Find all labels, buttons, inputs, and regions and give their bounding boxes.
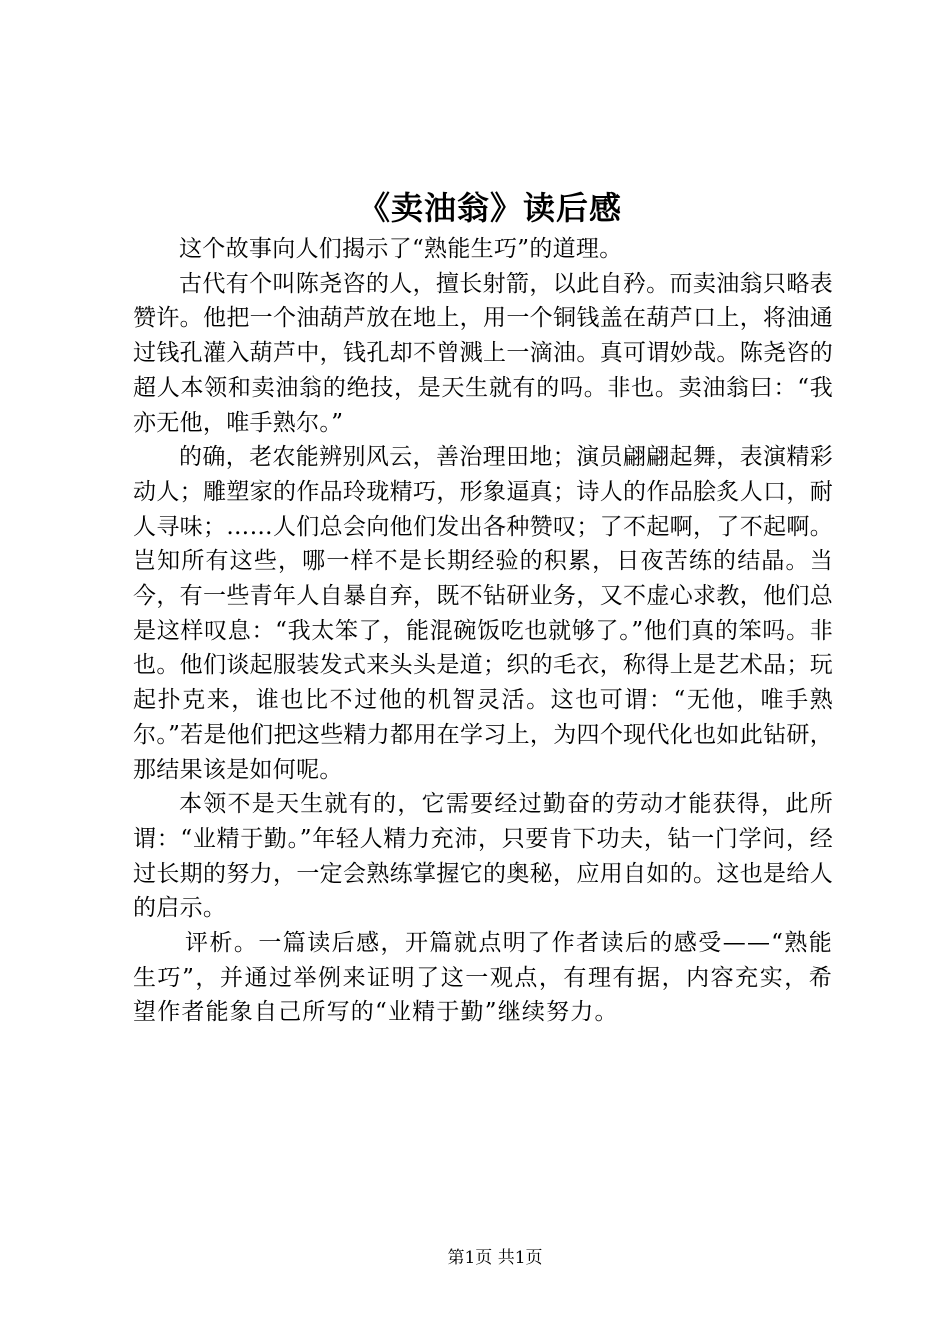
paragraph-examples: 的确，老农能辨别风云，善治理田地；演员翩翩起舞，表演精彩动人；雕塑家的作品玲珑精巧，形象逼真；诗人的作品脍炙人口，耐人寻味；……人们总会向他们发出各种赞叹；了不起啊，了不起啊。岂知所有这些，哪一样不是长期经验的积累，日夜苦练的结晶。当今，有一些青年人自暴自弃，既不钻研业务，又不虚心求教，他们总是这样叹息：“我太笨了，能混碗饭吃也就够了。”他们真的笨吗。非也。他们谈起服装发式来头头是道；织的毛衣，称得上是艺术品；玩起扑克来，谁也比不过他的机智灵活。这也可谓：“无他，唯手熟尔。”若是他们把这些精力都用在学习上，为四个现代化也如此钻研，那结果该是如何呢。 <box>133 444 833 783</box>
paragraph-conclusion: 本领不是天生就有的，它需要经过勤奋的劳动才能获得，此所谓：“业精于勤。”年轻人精力充沛，只要肯下功夫，钻一门学问，经过长期的努力，一定会熟练掌握它的奥秘，应用自如的。这也是给人的启示。 <box>133 791 833 922</box>
document-title: 《卖油翁》读后感 <box>357 189 622 227</box>
page-footer: 第1页 共1页 <box>447 1248 543 1268</box>
paragraph-intro: 这个故事向人们揭示了“熟能生巧”的道理。 <box>179 236 623 262</box>
paragraph-story: 古代有个叫陈尧咨的人，擅长射箭，以此自矜。而卖油翁只略表赞许。他把一个油葫芦放在地上，用一个铜钱盖在葫芦口上，将油通过钱孔灌入葫芦中，钱孔却不曾溅上一滴油。真可谓妙哉。陈尧咨的超人本领和卖油翁的绝技，是天生就有的吗。非也。卖油翁曰：“我亦无他，唯手熟尔。” <box>133 270 833 436</box>
document-body <box>133 232 833 1030</box>
paragraph-commentary: 评析。一篇读后感，开篇就点明了作者读后的感受——“熟能生巧”，并通过举例来证明了这一观点，有理有据，内容充实，希望作者能象自己所写的“业精于勤”继续努力。 <box>133 930 833 1026</box>
